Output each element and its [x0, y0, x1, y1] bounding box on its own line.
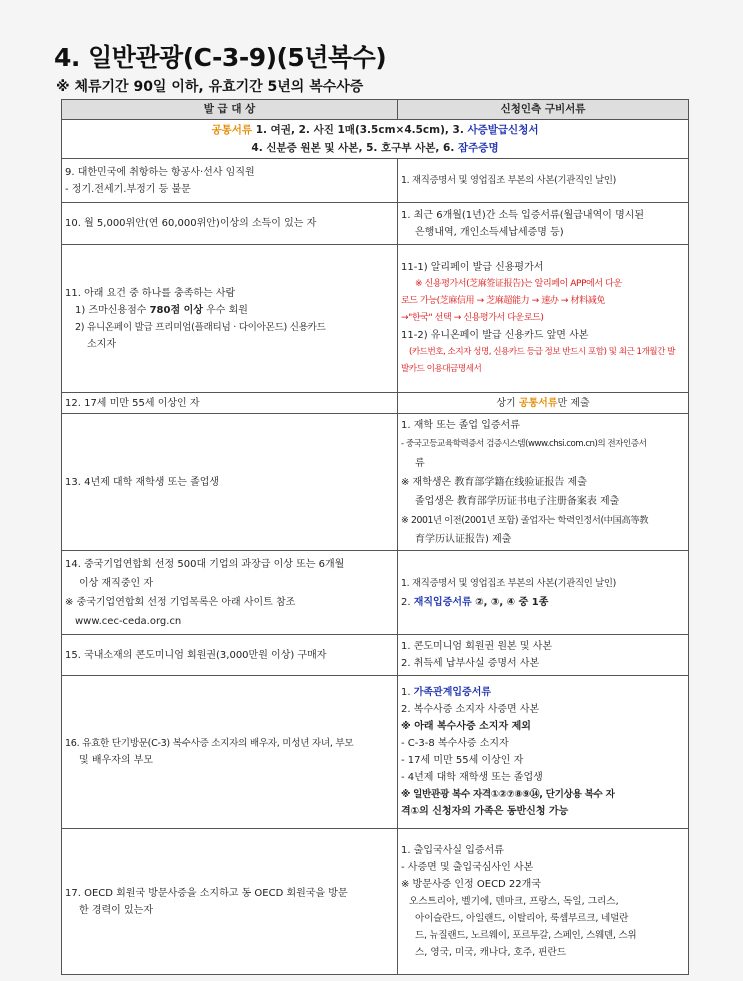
text-line: - C-3-8 복수사증 소지자 [401, 738, 509, 749]
row-12-target [62, 393, 398, 414]
text-line: - 사증면 및 출입국심사인 사본 [401, 862, 534, 873]
family-relation-proof: 가족관계입증서류 [413, 687, 492, 698]
row-13-docs [398, 414, 689, 551]
common-docs-cell [62, 120, 689, 159]
text-line: 育学历认证报告) 제출 [415, 533, 512, 545]
table-row-13 [62, 414, 689, 551]
text-line: 10. 월 5,000위안(연 60,000위안)이상의 소득이 있는 자 [65, 218, 317, 229]
text-line: 9. 대한민국에 취항하는 항공사·선사 임직원 [65, 166, 255, 178]
row-9-docs [398, 159, 689, 203]
text-line: ※ 일반관광 복수 자격①②⑦⑧⑨⑭, 단기상용 복수 자 [401, 789, 615, 800]
text-line: 스, 영국, 미국, 캐나다, 호주, 핀란드 [415, 947, 566, 958]
text-line: ※ 방문사증 인정 OECD 22개국 [401, 879, 541, 890]
text-line: 한 경력이 있는자 [79, 904, 153, 916]
header-documents: 신청인측 구비서류 [398, 100, 689, 120]
text-line [401, 593, 685, 612]
table-row-17 [62, 829, 689, 975]
text-line: 로드 가능(芝麻信用 → 芝麻超能力 → 速办 → 材料减免 [401, 296, 605, 306]
common-docs-row [62, 120, 689, 159]
row-14-docs [398, 551, 689, 635]
text-line: 소지자 [87, 338, 116, 350]
text-line: - 중국고등교육학력증서 검증시스템(www.chsi.com.cn)의 전자인증서 [401, 438, 647, 449]
text-line: 11-2) 유니온페이 발급 신용카드 앞면 사본 [401, 330, 589, 341]
text-span: ②, ③, ④ 중 1종 [471, 596, 549, 608]
text-span: 1. [401, 687, 414, 698]
table-row-10 [62, 203, 689, 245]
text-line: www.cec-ceda.org.cn [75, 615, 182, 627]
text-line: 13. 4년제 대학 재학생 또는 졸업생 [65, 476, 220, 488]
text-line: 발카드 이용대금명세서 [401, 364, 482, 374]
header-target: 발 급 대 상 [62, 100, 398, 120]
common-docs-label: 공통서류 [211, 124, 253, 136]
text-line: 이상 재직중인 자 [79, 577, 153, 589]
text-line: 1. 출입국사실 입증서류 [401, 845, 504, 856]
table-row-14 [62, 551, 689, 635]
text-line: 12. 17세 미만 55세 이상인 자 [65, 397, 200, 409]
text-line: 17. OECD 회원국 방문사증을 소지하고 동 OECD 회원국을 방문 [65, 887, 348, 899]
text-line: 1. 콘도미니엄 회원권 원본 및 사본 [401, 641, 553, 652]
text-line: →"한국" 선택 → 신용평가서 다운로드) [401, 313, 544, 323]
text-span: 만 제출 [557, 397, 590, 409]
requirements-table [61, 99, 689, 975]
page-subtitle: ※ 체류기간 90일 이하, 유효기간 5년의 복수사증 [56, 79, 364, 95]
row-10-target [62, 203, 398, 245]
text-line [65, 302, 394, 319]
row-16-docs [398, 676, 689, 829]
temporary-residence-cert: 잠주증명 [458, 142, 499, 154]
table-row-16 [62, 676, 689, 829]
text-line: 격①의 신청자의 가족은 동반신청 가능 [401, 806, 569, 817]
text-line: - 17세 미만 55세 이상인 자 [401, 755, 524, 766]
table-row-15 [62, 635, 689, 676]
table-row-9 [62, 159, 689, 203]
text-line: 2. 취득세 납부사실 증명서 사본 [401, 658, 540, 669]
row-17-docs [398, 829, 689, 975]
text-line: ※ 신용평가서(芝麻签证报告)는 알리페이 APP에서 다운 [415, 279, 622, 289]
text-line: 11. 아래 요건 중 하나를 충족하는 사람 [65, 287, 236, 299]
row-11-docs [398, 245, 689, 393]
text-line: 15. 국내소재의 콘도미니엄 회원권(3,000만원 이상) 구매자 [65, 649, 327, 661]
text-span: 2. [401, 596, 414, 608]
text-line [401, 684, 685, 701]
row-13-target [62, 414, 398, 551]
employment-proof: 재직입증서류 [413, 596, 472, 608]
text-line: 1. 재직증명서 및 영업집조 부본의 사본(기관직인 날인) [401, 577, 617, 589]
common-docs-text-1: 1. 여권, 2. 사진 1매(3.5cm×4.5cm), 3. [252, 124, 468, 136]
text-line: ※ 중국기업연합회 선정 기업목록은 아래 사이트 참조 [65, 596, 296, 608]
text-line: 1. 최근 6개월(1년)간 소득 입증서류(월급내역이 명시된 [401, 209, 645, 221]
row-15-docs [398, 635, 689, 676]
text-line: 1. 재학 또는 졸업 입증서류 [401, 419, 520, 431]
row-12-docs [398, 393, 689, 414]
text-line: 오스트리아, 벨기에, 덴마크, 프랑스, 독일, 그리스, [409, 896, 619, 907]
common-docs-text-2: 4. 신분증 원본 및 사본, 5. 호구부 사본, 6. [251, 142, 459, 154]
row-11-target [62, 245, 398, 393]
row-15-target [62, 635, 398, 676]
text-span: 상기 [496, 397, 519, 409]
table-row-12 [62, 393, 689, 414]
text-line: (카드번호, 소지자 성명, 신용카드 등급 정보 반드시 포함) 및 최근 1개월간 발 [409, 347, 675, 357]
text-line: ※ 2001년 이전(2001년 포함) 졸업자는 학력인정서(中国高等教 [401, 514, 649, 526]
text-line: 졸업생은 教育部学历证书电子注册备案表 제출 [415, 495, 620, 507]
text-line: 14. 중국기업연합회 선정 500대 기업의 과장급 이상 또는 6개월 [65, 558, 345, 570]
text-span: 우수 회원 [202, 304, 248, 316]
text-line: 16. 유효한 단기방문(C-3) 복수사증 소지자의 배우자, 미성년 자녀, 부모 [65, 738, 354, 749]
text-line: ※ 재학생은 教育部学籍在线验证报告 제출 [401, 476, 587, 488]
text-line: 류 [415, 457, 425, 469]
text-span: 1) 즈마신용점수 [75, 304, 150, 316]
text-line: 은행내역, 개인소득세납세증명 등) [415, 226, 564, 238]
text-line: - 정기.전세기.부정기 등 불문 [65, 183, 191, 195]
text-line: 및 배우자의 부모 [79, 755, 153, 766]
row-16-target [62, 676, 398, 829]
text-line: 드, 뉴질랜드, 노르웨이, 포르투갈, 스페인, 스웨덴, 스위 [415, 930, 637, 941]
table-header-row [62, 100, 689, 120]
text-line: - 4년제 대학 재학생 또는 졸업생 [401, 772, 543, 783]
text-line: ※ 아래 복수사증 소지자 제외 [401, 721, 531, 732]
row-14-target [62, 551, 398, 635]
text-line: 2) 유니온페이 발급 프리미엄(플래티넘 · 다이아몬드) 신용카드 [75, 321, 326, 333]
row-10-docs [398, 203, 689, 245]
text-line: 아이슬란드, 아일랜드, 이탈리아, 룩셈부르크, 네덜란 [415, 913, 629, 924]
visa-application-form: 사증발급신청서 [467, 124, 539, 136]
table-row-11 [62, 245, 689, 393]
row-17-target [62, 829, 398, 975]
score-threshold: 780점 이상 [149, 304, 203, 316]
page-title: 4. 일반관광(C-3-9)(5년복수) [54, 43, 387, 72]
text-line: 11-1) 알리페이 발급 신용평가서 [401, 262, 544, 273]
row-9-target [62, 159, 398, 203]
text-line: 1. 재직증명서 및 영업집조 부본의 사본(기관직인 날인) [401, 175, 617, 186]
text-line: 2. 복수사증 소지자 사증면 사본 [401, 704, 540, 715]
common-docs-ref: 공통서류 [518, 397, 558, 409]
